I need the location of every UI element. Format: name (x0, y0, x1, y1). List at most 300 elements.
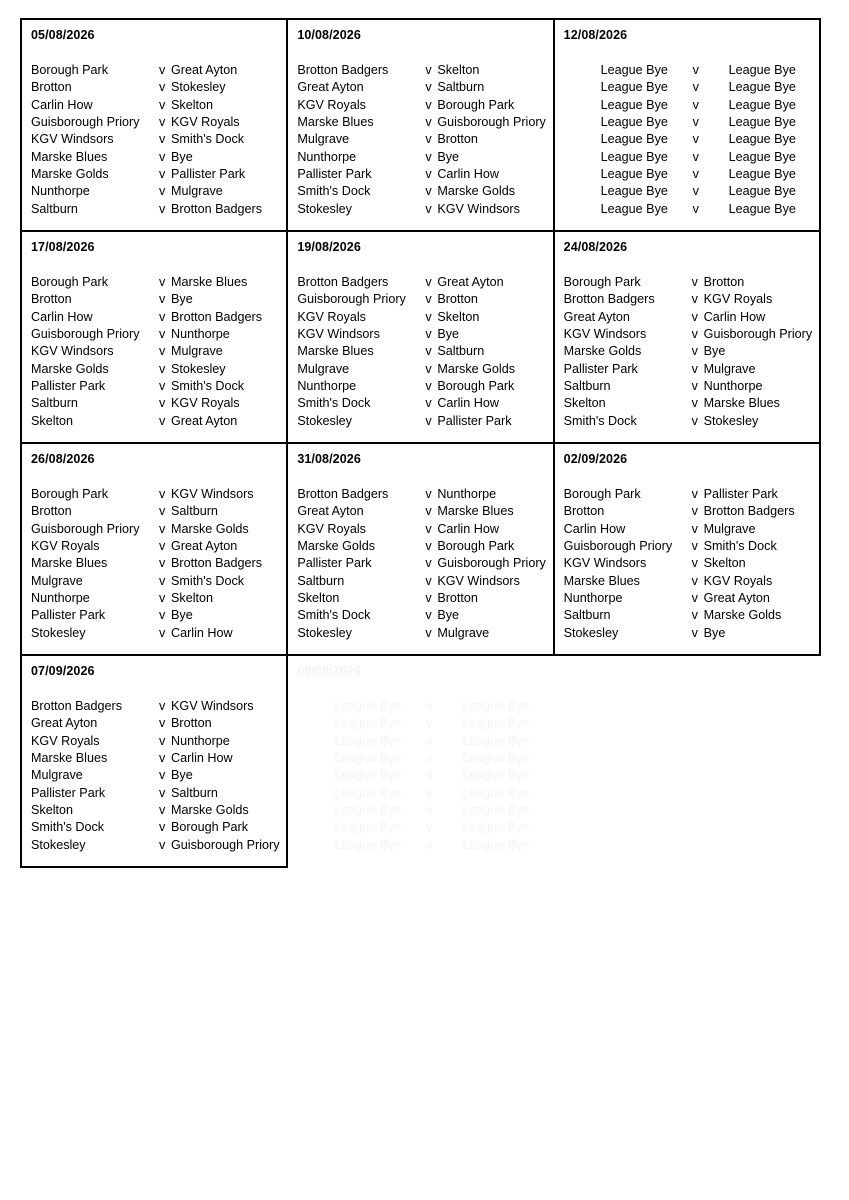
away-team: Nunthorpe (703, 379, 763, 394)
away-team: League Bye (462, 768, 530, 783)
fixture-grid-row (21, 231, 820, 443)
away-team: Guisborough Priory (437, 115, 546, 130)
fixture-list (288, 62, 552, 218)
fixture-date-header: 10/08/2026 (297, 28, 361, 42)
away-team: Saltburn (437, 80, 485, 95)
away-team: League Bye (462, 837, 530, 852)
home-team: Brotton Badgers (563, 292, 655, 307)
fixture-row (31, 395, 286, 412)
fixture-row (31, 201, 286, 218)
home-team: Pallister Park (563, 361, 638, 376)
away-team: Saltburn (171, 504, 218, 519)
away-team: Marske Blues (437, 504, 514, 519)
versus-separator: v (159, 837, 166, 852)
home-team: KGV Royals (31, 539, 100, 554)
away-team: Carlin How (437, 396, 499, 411)
home-team: Mulgrave (297, 132, 350, 147)
home-team: Marske Blues (297, 344, 374, 359)
fixture-row (297, 201, 552, 218)
away-team: KGV Royals (703, 292, 773, 307)
fixture-row (297, 274, 552, 291)
home-team: Guisborough Priory (31, 521, 140, 536)
away-team: Marske Golds (703, 608, 782, 623)
fixture-row (564, 291, 819, 308)
home-team: Mulgrave (31, 768, 83, 783)
versus-separator: v (159, 201, 166, 216)
fixture-list (288, 486, 552, 642)
home-team: Borough Park (563, 487, 641, 501)
fixture-row (297, 715, 553, 732)
versus-separator: v (159, 149, 166, 164)
away-team: Stokesley (171, 361, 226, 376)
versus-separator: v (425, 504, 432, 519)
home-team: KGV Windsors (31, 132, 114, 147)
fixture-cell-inner (554, 656, 820, 867)
fixture-list (22, 62, 286, 218)
fixture-cell-inner (22, 656, 286, 866)
home-team: Stokesley (31, 837, 86, 852)
versus-separator: v (691, 625, 698, 640)
fixture-row (297, 819, 553, 836)
home-team: Marske Golds (31, 361, 109, 376)
fixture-row (31, 149, 286, 166)
fixture-date-header: 24/08/2026 (563, 240, 628, 254)
away-team: Brotton (171, 716, 212, 731)
versus-separator: v (691, 556, 698, 571)
home-team: League Bye (334, 820, 402, 835)
away-team: Marske Blues (703, 396, 780, 411)
fixture-row (31, 413, 286, 430)
versus-separator: v (159, 132, 166, 147)
fixture-list (555, 486, 819, 642)
fixture-row (564, 555, 819, 572)
home-team: Pallister Park (297, 556, 372, 571)
versus-separator: v (691, 504, 698, 519)
home-team: KGV Windsors (563, 556, 647, 571)
fixture-row (31, 97, 286, 114)
versus-separator: v (692, 184, 699, 199)
fixture-row (564, 486, 819, 503)
home-team: Nunthorpe (563, 591, 623, 606)
fixture-row (31, 802, 286, 819)
versus-separator: v (692, 132, 699, 147)
versus-separator: v (159, 785, 166, 800)
away-team: Marske Golds (437, 361, 516, 376)
away-team: Marske Golds (437, 184, 516, 199)
fixture-row (31, 785, 286, 802)
away-team: Smith's Dock (171, 132, 245, 147)
versus-separator: v (425, 201, 432, 216)
versus-separator: v (159, 625, 166, 640)
versus-separator: v (159, 608, 166, 623)
fixture-row (564, 149, 819, 166)
fixture-row (31, 555, 286, 572)
fixture-row (297, 486, 552, 503)
away-team: Saltburn (437, 344, 485, 359)
home-team: Pallister Park (31, 379, 106, 394)
away-team: League Bye (462, 699, 530, 713)
versus-separator: v (425, 344, 432, 359)
fixture-row (564, 607, 819, 624)
fixture-grid-body (21, 19, 820, 867)
home-team: Saltburn (563, 379, 611, 394)
fixture-grid (20, 18, 821, 868)
away-team: KGV Windsors (437, 201, 520, 216)
versus-separator: v (425, 487, 432, 501)
home-team: Nunthorpe (297, 149, 357, 164)
versus-separator: v (159, 396, 166, 411)
home-team: Brotton (31, 292, 72, 307)
fixture-row (31, 837, 286, 854)
fixture-row (564, 79, 819, 96)
fixture-row (297, 114, 552, 131)
away-team: League Bye (728, 97, 796, 112)
home-team: Stokesley (297, 201, 352, 216)
fixture-row (564, 378, 819, 395)
away-team: League Bye (728, 201, 796, 216)
home-team: Mulgrave (31, 573, 83, 588)
fixture-date-cell (21, 443, 287, 655)
fixture-row (564, 114, 819, 131)
versus-separator: v (159, 591, 166, 606)
home-team: Brotton Badgers (297, 275, 389, 289)
home-team: Saltburn (563, 608, 611, 623)
fixture-date-header: 12/08/2026 (563, 28, 628, 42)
home-team: Brotton (31, 80, 72, 95)
fixture-row (564, 183, 819, 200)
fixture-row (564, 131, 819, 148)
fixture-row (297, 767, 553, 784)
fixture-row (564, 166, 819, 183)
fixture-row (31, 291, 286, 308)
versus-separator: v (159, 63, 166, 77)
fixture-row (31, 309, 286, 326)
versus-separator: v (159, 309, 166, 324)
versus-separator: v (425, 184, 432, 199)
versus-separator: v (425, 97, 432, 112)
fixture-row (297, 395, 552, 412)
home-team: Brotton Badgers (297, 63, 389, 77)
fixture-grid-row (21, 19, 820, 231)
versus-separator: v (425, 292, 432, 307)
versus-separator: v (426, 733, 433, 748)
fixture-date-header: 05/08/2026 (31, 28, 95, 42)
home-team: League Bye (334, 699, 402, 713)
fixture-row (297, 590, 552, 607)
fixture-row (297, 413, 552, 430)
versus-separator: v (692, 97, 699, 112)
fixture-row (297, 378, 552, 395)
fixture-row (31, 767, 286, 784)
home-team: Guisborough Priory (297, 292, 406, 307)
away-team: Carlin How (437, 167, 499, 182)
versus-separator: v (691, 521, 698, 536)
away-team: Brotton Badgers (171, 309, 263, 324)
versus-separator: v (691, 379, 698, 394)
fixture-date-cell (554, 19, 820, 231)
versus-separator: v (426, 803, 433, 818)
away-team: League Bye (462, 803, 530, 818)
fixture-row (31, 79, 286, 96)
fixture-row (564, 538, 819, 555)
versus-separator: v (159, 361, 166, 376)
home-team: Stokesley (297, 625, 352, 640)
home-team: KGV Windsors (297, 327, 380, 342)
versus-separator: v (159, 539, 166, 554)
fixture-list (288, 274, 552, 430)
away-team: Brotton (437, 132, 478, 147)
versus-separator: v (691, 292, 698, 307)
away-team: Great Ayton (171, 63, 238, 77)
away-team: Borough Park (437, 97, 515, 112)
versus-separator: v (425, 413, 432, 428)
away-team: Pallister Park (437, 413, 512, 428)
versus-separator: v (425, 309, 432, 324)
versus-separator: v (425, 591, 432, 606)
fixture-date-header: 31/08/2026 (297, 452, 361, 466)
home-team: Nunthorpe (31, 184, 90, 199)
away-team: Marske Golds (171, 803, 249, 818)
home-team: Marske Blues (563, 573, 640, 588)
home-team: League Bye (600, 184, 668, 199)
home-team: KGV Windsors (31, 344, 114, 359)
fixture-row (31, 750, 286, 767)
fixture-row (564, 521, 819, 538)
home-team: Nunthorpe (31, 591, 90, 606)
versus-separator: v (425, 115, 432, 130)
fixture-date-header: 26/08/2026 (31, 452, 95, 466)
away-team: Carlin How (437, 521, 499, 536)
home-team: Mulgrave (297, 361, 350, 376)
versus-separator: v (159, 556, 166, 571)
fixture-row (564, 625, 819, 642)
away-team: Bye (437, 149, 460, 164)
versus-separator: v (159, 115, 166, 130)
home-team: Skelton (297, 591, 340, 606)
away-team: Bye (171, 608, 193, 623)
fixture-row (297, 555, 552, 572)
fixture-row (297, 166, 552, 183)
home-team: Brotton Badgers (31, 699, 123, 713)
away-team: Nunthorpe (171, 733, 230, 748)
fixture-row (297, 573, 552, 590)
away-team: Stokesley (703, 413, 759, 428)
versus-separator: v (426, 716, 433, 731)
fixture-cell-inner (555, 20, 819, 230)
fixture-row (297, 698, 553, 715)
home-team: League Bye (334, 785, 402, 800)
fixture-row (297, 538, 552, 555)
fixture-date-header: 02/09/2026 (563, 452, 628, 466)
home-team: Stokesley (563, 625, 619, 640)
versus-separator: v (691, 327, 698, 342)
home-team: Borough Park (563, 275, 641, 289)
fixture-row (31, 503, 286, 520)
home-team: Stokesley (297, 413, 352, 428)
away-team: Stokesley (171, 80, 226, 95)
home-team: Pallister Park (297, 167, 372, 182)
fixture-list (555, 274, 819, 430)
home-team: Smith's Dock (563, 413, 637, 428)
away-team: Smith's Dock (171, 379, 245, 394)
fixture-row (564, 503, 819, 520)
fixture-row (31, 274, 286, 291)
fixture-row (297, 309, 552, 326)
away-team: League Bye (728, 149, 796, 164)
versus-separator: v (691, 309, 698, 324)
fixture-row (564, 326, 819, 343)
home-team: League Bye (600, 115, 668, 130)
home-team: Saltburn (31, 396, 78, 411)
home-team: Great Ayton (563, 309, 630, 324)
versus-separator: v (425, 132, 432, 147)
home-team: League Bye (334, 768, 402, 783)
fixture-row (31, 62, 286, 79)
fixture-row (31, 590, 286, 607)
home-team: Guisborough Priory (31, 327, 140, 342)
fixture-row (564, 590, 819, 607)
away-team: Mulgrave (703, 521, 756, 536)
fixture-row (297, 503, 552, 520)
away-team: Brotton (437, 292, 478, 307)
fixture-row (297, 785, 553, 802)
fixture-list (288, 698, 553, 854)
fixture-row (564, 413, 819, 430)
fixture-row (31, 819, 286, 836)
versus-separator: v (159, 80, 166, 95)
fixture-date-header: 07/09/2026 (31, 664, 95, 678)
fixture-row (564, 62, 819, 79)
fixture-list (22, 698, 286, 854)
home-team: Pallister Park (31, 785, 106, 800)
versus-separator: v (425, 396, 432, 411)
fixture-row (297, 607, 552, 624)
fixture-row (31, 625, 286, 642)
home-team: KGV Royals (297, 521, 366, 536)
away-team: Brotton Badgers (703, 504, 795, 519)
away-team: Great Ayton (703, 591, 770, 606)
versus-separator: v (426, 837, 433, 852)
away-team: League Bye (728, 167, 796, 182)
versus-separator: v (692, 201, 699, 216)
away-team: Bye (171, 768, 193, 783)
versus-separator: v (159, 768, 166, 783)
home-team: League Bye (600, 167, 668, 182)
versus-separator: v (692, 80, 699, 95)
versus-separator: v (159, 344, 166, 359)
versus-separator: v (426, 785, 433, 800)
away-team: Guisborough Priory (171, 837, 280, 852)
versus-separator: v (159, 504, 166, 519)
fixture-cell-inner (288, 232, 552, 442)
fixture-row (564, 343, 819, 360)
home-team: League Bye (334, 751, 402, 766)
home-team: Great Ayton (297, 80, 364, 95)
versus-separator: v (691, 487, 698, 501)
home-team: Great Ayton (297, 504, 364, 519)
home-team: League Bye (334, 837, 402, 852)
home-team: League Bye (600, 149, 668, 164)
home-team: Borough Park (31, 487, 109, 501)
away-team: Smith's Dock (171, 573, 245, 588)
home-team: Brotton (31, 504, 72, 519)
fixture-cell-inner (22, 232, 286, 442)
fixture-row (297, 343, 552, 360)
home-team: League Bye (600, 97, 668, 112)
fixture-row (31, 538, 286, 555)
versus-separator: v (425, 167, 432, 182)
home-team: Guisborough Priory (563, 539, 673, 554)
away-team: Pallister Park (171, 167, 246, 182)
home-team: Borough Park (31, 63, 109, 77)
fixture-row (297, 750, 553, 767)
fixture-row (31, 573, 286, 590)
away-team: League Bye (728, 115, 796, 130)
fixture-row (564, 309, 819, 326)
home-team: Marske Blues (31, 751, 108, 766)
home-team: Marske Golds (31, 167, 109, 182)
away-team: Bye (171, 149, 193, 164)
fixture-row (31, 183, 286, 200)
fixture-row (297, 802, 553, 819)
versus-separator: v (426, 820, 433, 835)
versus-separator: v (425, 80, 432, 95)
fixture-date-cell (21, 19, 287, 231)
away-team: League Bye (462, 716, 530, 731)
home-team: Marske Blues (31, 556, 108, 571)
home-team: Stokesley (31, 625, 86, 640)
versus-separator: v (425, 361, 432, 376)
fixture-row (31, 131, 286, 148)
fixture-cell-inner (555, 444, 819, 654)
fixture-row (297, 149, 552, 166)
away-team: League Bye (462, 733, 530, 748)
home-team: Smith's Dock (297, 396, 371, 411)
versus-separator: v (691, 608, 698, 623)
fixture-date-cell (554, 443, 820, 655)
home-team: League Bye (600, 63, 668, 77)
away-team: Borough Park (437, 539, 515, 554)
away-team: Guisborough Priory (437, 556, 546, 571)
fixture-row (564, 361, 819, 378)
fixture-cell-inner (288, 20, 552, 230)
fixture-cell-inner (22, 444, 286, 654)
away-team: Bye (437, 608, 460, 623)
fixture-cell-inner (22, 20, 286, 230)
home-team: League Bye (600, 201, 668, 216)
away-team: Brotton Badgers (171, 201, 263, 216)
away-team: Carlin How (171, 751, 233, 766)
fixture-row (297, 62, 552, 79)
fixture-row (564, 97, 819, 114)
home-team: League Bye (334, 803, 402, 818)
versus-separator: v (159, 733, 166, 748)
versus-separator: v (691, 413, 698, 428)
versus-separator: v (159, 275, 166, 289)
away-team: Guisborough Priory (703, 327, 813, 342)
fixture-row (297, 625, 552, 642)
away-team: KGV Royals (171, 115, 240, 130)
fixture-date-cell (287, 443, 553, 655)
away-team: Borough Park (171, 820, 249, 835)
away-team: Brotton (703, 275, 745, 289)
away-team: Brotton (437, 591, 478, 606)
versus-separator: v (159, 292, 166, 307)
away-team: Great Ayton (171, 413, 238, 428)
fixture-row (31, 715, 286, 732)
fixture-grid-row (21, 443, 820, 655)
away-team: League Bye (728, 63, 796, 77)
